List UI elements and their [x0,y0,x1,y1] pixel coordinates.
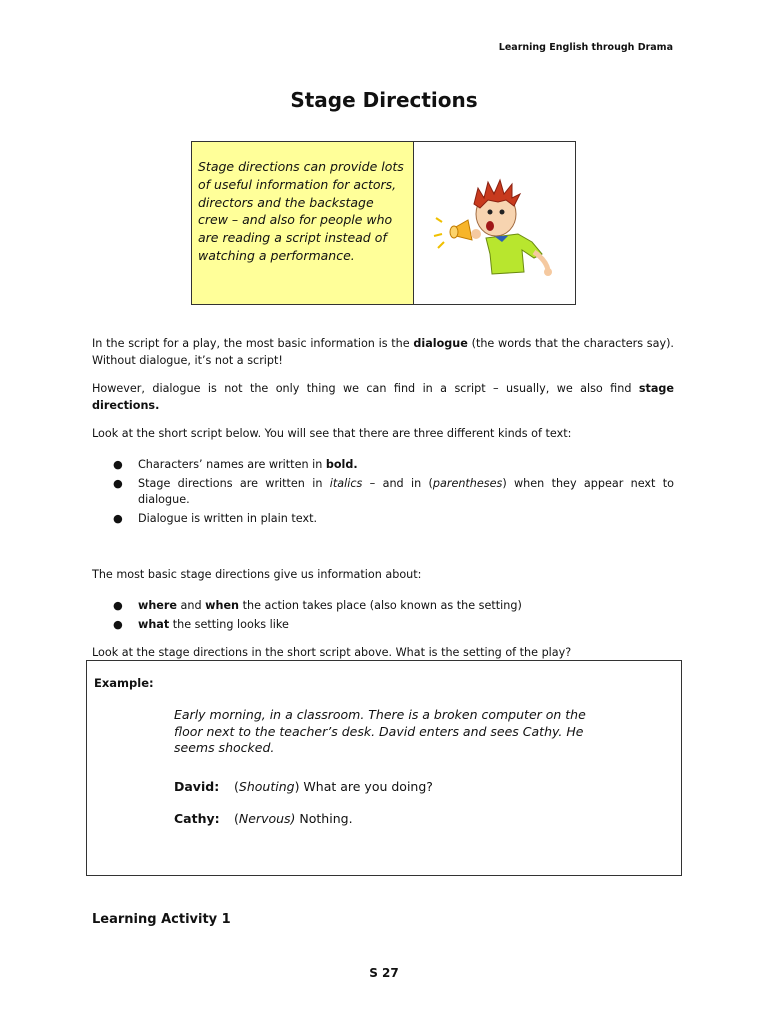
example-setting: Early morning, in a classroom. There is a broken computer on the floor next to the teacher’s desk. David enters and sees Cathy. He seems shocked. [174,707,586,755]
speaker-name: David: [174,779,220,794]
bullet-icon: ● [113,511,123,525]
intro-illustration [414,142,575,304]
bullet-icon: ● [113,458,123,471]
paragraph-dialogue: In the script for a play, the most basic information is the dialogue (the words that the characters say). Without dialogue, it’s not a script! [92,337,674,367]
example-box [86,660,682,876]
dialogue: Nothing. [295,811,353,826]
intro-text: Stage directions can provide lots of useful information for actors, directors and the backstage crew – and also for people who are reading a script instead of watching a performance. [192,142,414,304]
bullet-icon: ● [113,476,123,490]
setting-info-list [113,598,674,635]
paragraph-basic-directions: The most basic stage directions give us information about: [92,568,422,581]
paragraph-three-kinds: Look at the short script below. You will see that there are three different kinds of text: [92,427,572,440]
paragraph-stage-directions: However, dialogue is not the only thing we can find in a script – usually, we also find stage directions. [92,382,674,412]
list-item: ● Characters’ names are written in bold. [113,457,674,474]
page-title: Stage Directions [290,88,478,112]
activity-title: Learning Activity 1 [92,912,231,927]
script-line-david: David: (Shouting) What are you doing? [174,779,433,794]
list-item: ● where and when the action takes place (also known as the setting) [113,598,674,615]
list-item: ● what the setting looks like [113,617,674,634]
text-kinds-list [113,457,674,529]
list-item: ● Stage directions are written in italics – and in (parentheses) when they appear next to dialogue. [113,476,674,506]
speaker-name: Cathy: [174,811,220,826]
bullet-icon: ● [113,617,123,631]
intro-box [191,141,576,305]
running-header: Learning English through Drama [498,42,673,53]
list-item: ● Dialogue is written in plain text. [113,511,674,528]
example-label: Example: [94,676,154,690]
stage-direction: Shouting [238,779,295,794]
shouting-boy-illustration [414,142,575,304]
paragraph-setting-question: Look at the stage directions in the short script above. What is the setting of the play? [92,646,572,659]
script-line-cathy: Cathy: (Nervous) Nothing. [174,811,353,826]
bullet-icon: ● [113,599,123,612]
page-number: S 27 [369,966,399,980]
dialogue: What are you doing? [299,779,433,794]
stage-direction: Nervous) [238,811,296,826]
